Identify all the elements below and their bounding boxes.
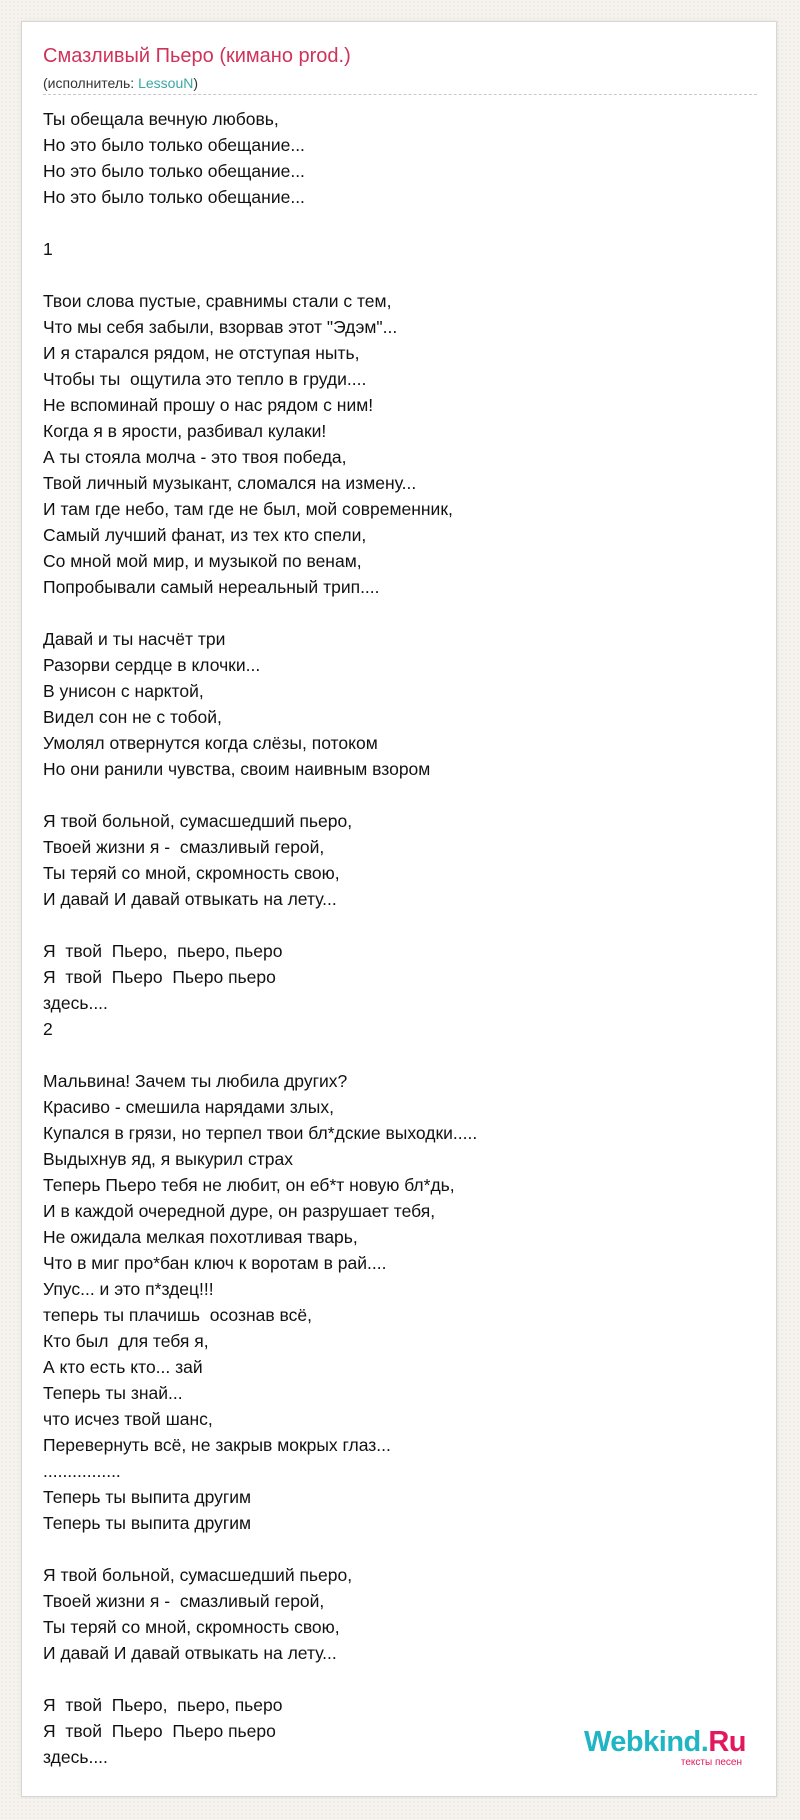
- artist-link[interactable]: LessouN: [138, 75, 194, 91]
- lyric-line: Твои слова пустые, сравнимы стали с тем,: [43, 291, 392, 311]
- lyric-line: Твоей жизни я - смазливый герой,: [43, 1591, 325, 1611]
- lyric-line: Что мы себя забыли, взорвав этот "Эдэм"...: [43, 317, 398, 337]
- lyric-line: Мальвина! Зачем ты любила других?: [43, 1071, 348, 1091]
- lyric-line: что исчез твой шанс,: [43, 1409, 213, 1429]
- logo-dot: .: [700, 1726, 709, 1758]
- lyric-blank-line: [43, 210, 757, 236]
- lyric-line: Но это было только обещание...: [43, 187, 305, 207]
- lyric-line: И давай И давай отвыкать на лету...: [43, 889, 337, 909]
- lyric-line: Я твой Пьеро, пьеро, пьеро: [43, 941, 283, 961]
- logo-wordmark: [584, 1726, 746, 1759]
- lyric-line: И в каждой очередной дуре, он разрушает тебя,: [43, 1201, 436, 1221]
- artist-suffix: ): [193, 75, 199, 91]
- lyric-line: Теперь ты выпита другим: [43, 1487, 252, 1507]
- artist-line: [43, 75, 198, 91]
- lyrics-card: [21, 21, 777, 1797]
- title-divider: [43, 94, 757, 95]
- lyric-line: Самый лучший фанат, из тех кто спели,: [43, 525, 367, 545]
- logo-tagline: тексты песен: [680, 1757, 742, 1768]
- lyric-line: И давай И давай отвыкать на лету...: [43, 1643, 337, 1663]
- logo-word: Webkind: [583, 1726, 701, 1758]
- song-title: Смазливый Пьеро (кимано prod.): [43, 45, 351, 67]
- lyric-line: Я твой Пьеро Пьеро пьеро: [43, 1721, 276, 1741]
- lyric-line: Ты обещала вечную любовь,: [43, 109, 279, 129]
- lyric-line: теперь ты плачишь осознав всё,: [43, 1305, 312, 1325]
- lyric-line: Теперь ты знай...: [43, 1383, 183, 1403]
- lyric-line: Твой личный музыкант, сломался на измену...: [43, 473, 417, 493]
- lyric-line: Я твой больной, сумасшедший пьеро,: [43, 1565, 353, 1585]
- lyric-line: Что в миг про*бан ключ к воротам в рай....: [43, 1253, 387, 1273]
- lyrics-body: [43, 106, 757, 1770]
- lyric-blank-line: [43, 912, 757, 938]
- lyric-line: Теперь ты выпита другим: [43, 1513, 252, 1533]
- lyric-line: Я твой больной, сумасшедший пьеро,: [43, 811, 353, 831]
- lyric-blank-line: [43, 262, 757, 288]
- lyric-blank-line: [43, 782, 757, 808]
- lyric-line: Выдыхнув яд, я выкурил страх: [43, 1149, 293, 1169]
- lyric-line: Умолял отвернутся когда слёзы, потоком: [43, 733, 378, 753]
- lyric-line: Я твой Пьеро, пьеро, пьеро: [43, 1695, 283, 1715]
- lyric-line: ................: [43, 1461, 121, 1481]
- lyric-line: Перевернуть всё, не закрыв мокрых глаз...: [43, 1435, 391, 1455]
- lyric-line: Ты теряй со мной, скромность свою,: [43, 863, 340, 883]
- lyric-line: Не вспоминай прошу о нас рядом с ним!: [43, 395, 374, 415]
- lyric-blank-line: [43, 1042, 757, 1068]
- lyric-line: Видел сон не с тобой,: [43, 707, 222, 727]
- lyric-line: Когда я в ярости, разбивал кулаки!: [43, 421, 327, 441]
- lyric-line: здесь....: [43, 1747, 108, 1767]
- lyric-line: Но они ранили чувства, своим наивным взором: [43, 759, 431, 779]
- lyric-blank-line: [43, 1666, 757, 1692]
- lyric-line: Купался в грязи, но терпел твои бл*дские выходки.....: [43, 1123, 478, 1143]
- lyric-line: Красиво - смешила нарядами злых,: [43, 1097, 334, 1117]
- lyric-line: Разорви сердце в клочки...: [43, 655, 261, 675]
- logo-tld: Ru: [708, 1726, 746, 1758]
- lyric-line: И там где небо, там где не был, мой современник,: [43, 499, 453, 519]
- lyric-blank-line: [43, 600, 757, 626]
- lyric-line: Упус... и это п*здец!!!: [43, 1279, 214, 1299]
- lyric-blank-line: [43, 1536, 757, 1562]
- lyric-line: Давай и ты насчёт три: [43, 629, 226, 649]
- lyric-line: Я твой Пьеро Пьеро пьеро: [43, 967, 276, 987]
- lyric-line: Чтобы ты ощутила это тепло в груди....: [43, 369, 367, 389]
- lyric-line: Кто был для тебя я,: [43, 1331, 209, 1351]
- lyric-line: Твоей жизни я - смазливый герой,: [43, 837, 325, 857]
- lyric-line: 2: [43, 1019, 53, 1039]
- lyric-line: Ты теряй со мной, скромность свою,: [43, 1617, 340, 1637]
- artist-prefix: (исполнитель:: [43, 75, 139, 91]
- lyric-line: Со мной мой мир, и музыкой по венам,: [43, 551, 362, 571]
- lyric-line: В унисон с нарктой,: [43, 681, 204, 701]
- lyric-line: Теперь Пьеро тебя не любит, он еб*т новую бл*дь,: [43, 1175, 455, 1195]
- site-logo[interactable]: [546, 1726, 746, 1766]
- lyric-line: Не ожидала мелкая похотливая тварь,: [43, 1227, 358, 1247]
- lyric-line: Но это было только обещание...: [43, 161, 305, 181]
- lyric-line: Но это было только обещание...: [43, 135, 305, 155]
- lyric-line: А ты стояла молча - это твоя победа,: [43, 447, 347, 467]
- lyric-line: Попробывали самый нереальный трип....: [43, 577, 380, 597]
- lyric-line: 1: [43, 239, 53, 259]
- lyric-line: здесь....: [43, 993, 108, 1013]
- lyric-line: А кто есть кто... зай: [43, 1357, 203, 1377]
- lyric-line: И я старался рядом, не отступая ныть,: [43, 343, 360, 363]
